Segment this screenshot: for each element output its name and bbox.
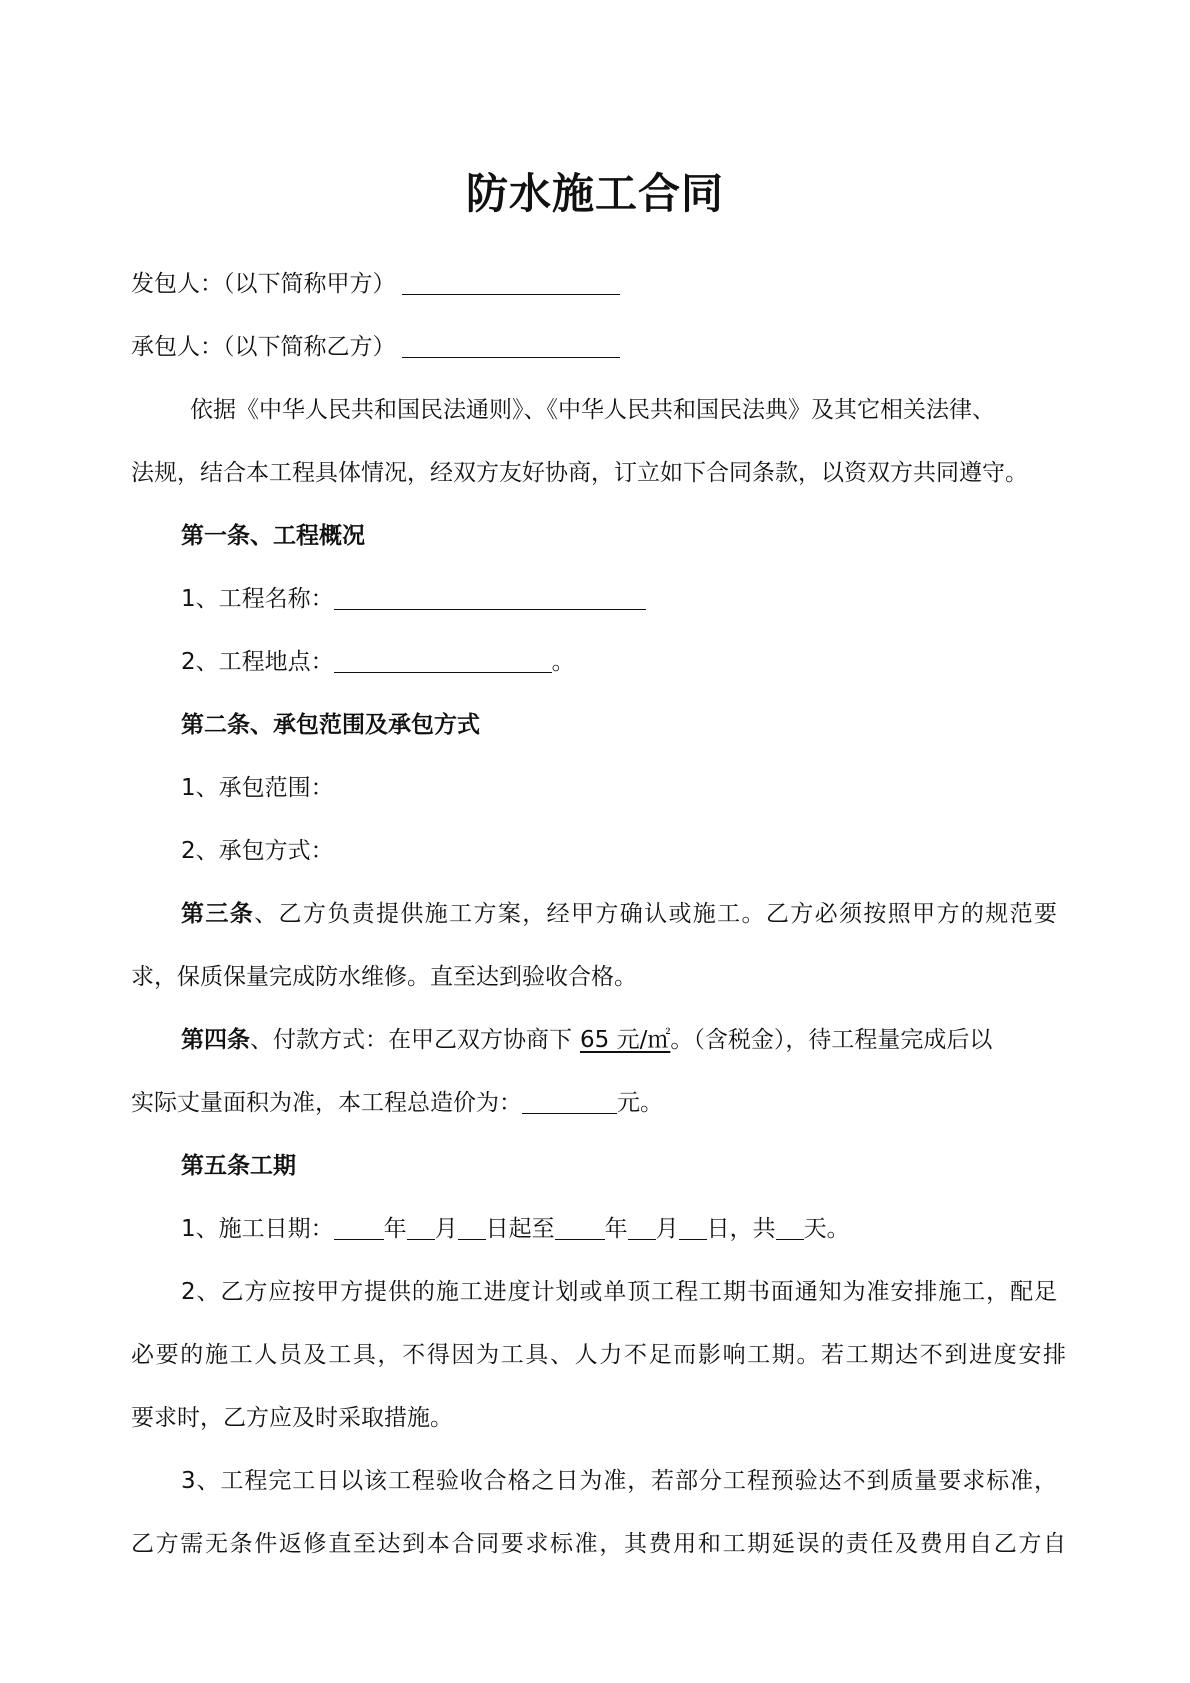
party-a-label: 发包人：（以下简称甲方） [131,271,396,297]
end-month-blank [628,1215,656,1240]
start-month-blank [407,1215,435,1240]
project-name-label: 1、工程名称： [181,586,334,612]
article-5-item-1 [181,1213,1121,1245]
article-5-item-3-line-1: 3、工程完工日以该工程验收合格之日为准，若部分工程预验达不到质量要求标准， [181,1468,1057,1494]
start-day-blank [458,1215,486,1240]
end-month-text: 月 [655,1216,679,1242]
article-5-heading: 第五条工期 [181,1153,296,1179]
article-5-item-2-line-2: 必要的施工人员及工具，不得因为工具、人力不足而影响工期。若工期达不到进度安排 [131,1342,1066,1368]
article-2-item-2: 2、承包方式： [181,838,334,864]
end-day-blank [679,1215,707,1240]
end-day-text: 日，共 [706,1216,776,1242]
article-2-heading: 第二条、承包范围及承包方式 [181,712,480,738]
article-1-heading: 第一条、工程概况 [181,523,365,549]
schedule-label: 1、施工日期： [181,1216,334,1242]
start-year-text: 年 [383,1216,407,1242]
party-a-line [131,268,1071,300]
total-price-label: 实际丈量面积为准，本工程总造价为： [131,1090,522,1116]
article-5-item-2-line-3: 要求时，乙方应及时采取措施。 [131,1405,453,1431]
intro-text-2: 法规，结合本工程具体情况，经双方友好协商，订立如下合同条款，以资双方共同遵守。 [131,460,1028,486]
total-days-text: 天。 [803,1216,850,1242]
article-3-text-1: 、乙方负责提供施工方案，经甲方确认或施工。乙方必须按照甲方的规范要 [254,901,1058,927]
article-1-item-2 [181,646,1121,678]
intro-line-1 [190,394,1130,426]
article-3-line-2: 求，保质保量完成防水维修。直至达到验收合格。 [131,964,637,990]
project-location-blank [334,648,552,673]
article-4-line-1 [181,1024,1121,1056]
article-5-item-3-line-2: 乙方需无条件返修直至达到本合同要求标准，其费用和工期延误的责任及费用自乙方自 [131,1531,1066,1557]
start-year-blank [334,1215,384,1240]
party-b-blank [402,333,620,358]
total-days-blank [776,1215,804,1240]
article-4-label: 第四条 [181,1027,250,1053]
document-title: 防水施工合同 [465,169,724,218]
project-location-end: 。 [551,649,575,675]
article-5-item-2-line-1: 2、乙方应按甲方提供的施工进度计划或单顶工程工期书面通知为准安排施工，配足 [181,1279,1057,1305]
end-year-blank [555,1215,605,1240]
intro-line-2 [131,457,1071,489]
start-month-text: 月 [434,1216,458,1242]
total-price-blank [522,1089,617,1114]
party-a-blank [402,270,620,295]
unit-price: 65 元/㎡ [580,1027,671,1053]
intro-text-1: 依据《中华人民共和国民法通则》、《中华人民共和国民法典》及其它相关法律、 [190,397,995,423]
project-name-blank [334,585,646,610]
total-price-unit: 元。 [617,1090,663,1116]
article-4-text-b: 。（含税金），待工程量完成后以 [670,1027,993,1053]
article-4-line-2 [131,1087,1071,1119]
party-b-line [131,331,1071,363]
article-1-item-1 [181,583,1121,615]
start-day-text: 日起至 [485,1216,555,1242]
article-3-label: 第三条 [181,901,255,927]
article-2-item-1: 1、承包范围： [181,775,334,801]
end-year-text: 年 [604,1216,628,1242]
party-b-label: 承包人：（以下简称乙方） [131,334,396,360]
article-3-line-1 [181,898,1057,930]
article-4-text-a: 、付款方式：在甲乙双方协商下 [250,1027,572,1053]
project-location-label: 2、工程地点： [181,649,334,675]
